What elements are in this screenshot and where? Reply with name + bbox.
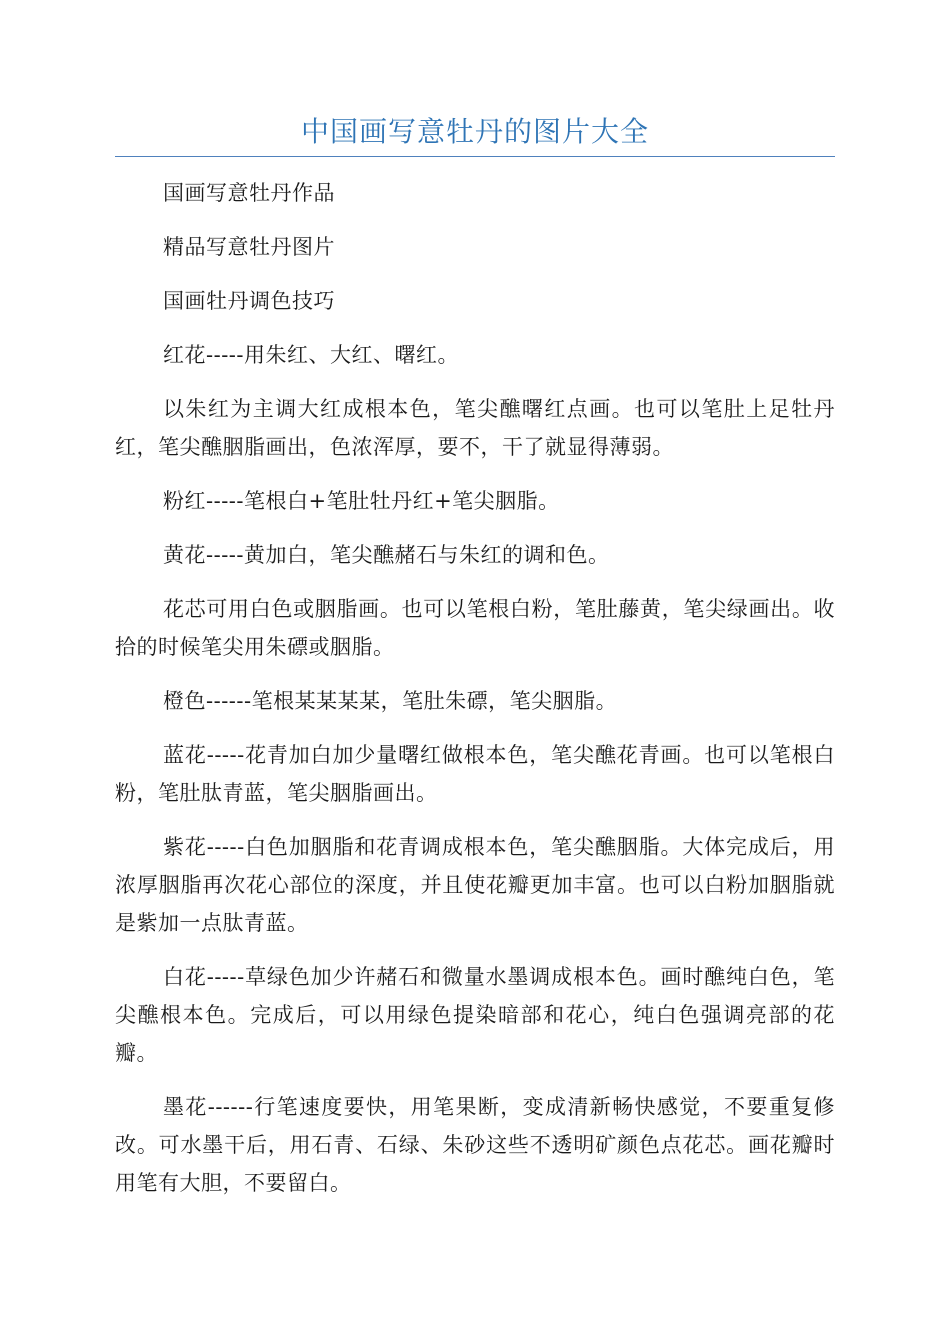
- paragraph: 墨花------行笔速度要快，用笔果断，变成清新畅快感觉，不要重复修改。可水墨干后，用石青、石绿、朱砂这些不透明矿颜色点花芯。画花瓣时用笔有大胆，不要留白。: [115, 1095, 835, 1195]
- paragraph: 精品写意牡丹图片: [163, 235, 335, 259]
- paragraph: 黄花-----黄加白，笔尖醮赭石与朱红的调和色。: [163, 543, 610, 567]
- paragraph: 橙色------笔根某某某某，笔肚朱磦，笔尖胭脂。: [163, 689, 618, 713]
- paragraph: 紫花-----白色加胭脂和花青调成根本色，笔尖醮胭脂。大体完成后，用浓厚胭脂再次花心部位的深度，并且使花瓣更加丰富。也可以白粉加胭脂就是紫加一点肽青蓝。: [115, 835, 835, 935]
- paragraph: 国画写意牡丹作品: [163, 181, 335, 205]
- paragraph: 粉红-----笔根白+笔肚牡丹红+笔尖胭脂。: [163, 489, 560, 513]
- paragraph: 国画牡丹调色技巧: [163, 289, 335, 313]
- paragraph: 白花-----草绿色加少许赭石和微量水墨调成根本色。画时醮纯白色，笔尖醮根本色。完成后，可以用绿色提染暗部和花心，纯白色强调亮部的花瓣。: [115, 965, 835, 1065]
- title-block: [115, 112, 835, 157]
- paragraph: 蓝花-----花青加白加少量曙红做根本色，笔尖醮花青画。也可以笔根白粉，笔肚肽青蓝，笔尖胭脂画出。: [115, 743, 835, 805]
- document-title: 中国画写意牡丹的图片大全: [300, 115, 649, 148]
- document-body: [115, 174, 835, 1218]
- paragraph: 红花-----用朱红、大红、曙红。: [163, 343, 459, 367]
- paragraph: 花芯可用白色或胭脂画。也可以笔根白粉，笔肚藤黄，笔尖绿画出。收拾的时候笔尖用朱磦或胭脂。: [115, 597, 835, 659]
- paragraph: 以朱红为主调大红成根本色，笔尖醮曙红点画。也可以笔肚上足牡丹红，笔尖醮胭脂画出，色浓浑厚，要不，干了就显得薄弱。: [115, 397, 835, 459]
